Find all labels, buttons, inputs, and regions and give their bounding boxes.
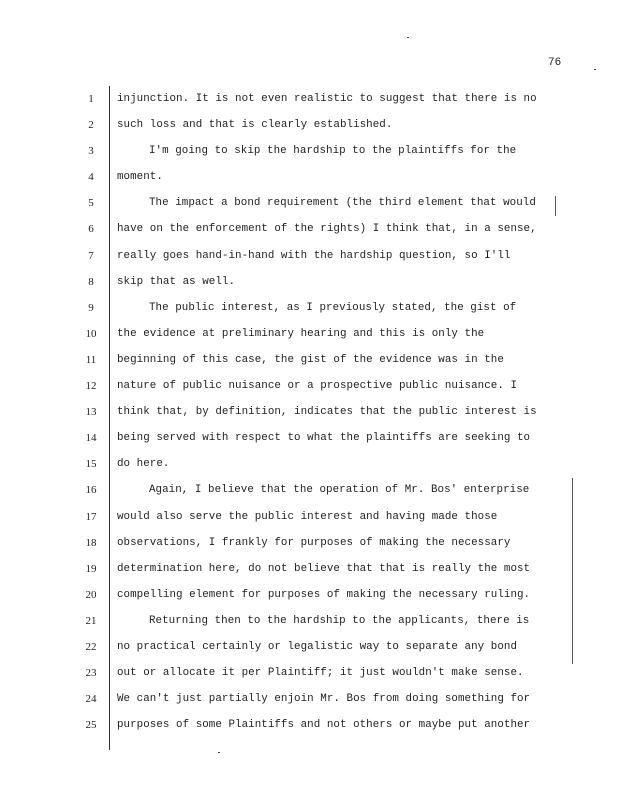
line-text: skip that as well. (117, 275, 236, 288)
transcript-line (0, 399, 623, 425)
line-number: 23 (85, 667, 97, 680)
transcript-line (0, 164, 623, 190)
line-number: 15 (85, 458, 97, 471)
line-number: 2 (88, 119, 94, 132)
page-number: 76 (548, 57, 562, 69)
line-number: 22 (85, 640, 97, 653)
transcript-line (0, 686, 623, 712)
line-text: We can't just partially enjoin Mr. Bos from doing something for (117, 693, 531, 706)
transcript-line (0, 582, 623, 608)
line-text: do here. (117, 458, 170, 471)
transcript-line (0, 373, 623, 399)
line-text: Returning then to the hardship to the applicants, there is (149, 614, 530, 627)
transcript-line (0, 243, 623, 269)
transcript-line (0, 504, 623, 530)
transcript-line (0, 451, 623, 477)
line-text: Again, I believe that the operation of Mr. Bos' enterprise (149, 484, 530, 497)
line-text: being served with respect to what the plaintiffs are seeking to (117, 432, 531, 445)
transcript-line (0, 138, 623, 164)
transcript-line (0, 216, 623, 242)
line-text: I'm going to skip the hardship to the plaintiffs for the (149, 145, 517, 158)
line-number: 6 (88, 223, 94, 236)
line-text: beginning of this case, the gist of the evidence was in the (117, 353, 504, 366)
line-text: purposes of some Plaintiffs and not others or maybe put another (117, 719, 531, 732)
line-number: 1 (88, 93, 94, 105)
line-number: 3 (88, 145, 94, 158)
line-text: such loss and that is clearly established. (117, 119, 393, 132)
transcript-line (0, 86, 623, 112)
line-text: determination here, do not believe that that is really the most (117, 562, 531, 575)
line-number: 4 (88, 171, 94, 184)
line-text: the evidence at preliminary hearing and this is only the (117, 327, 485, 340)
line-text: no practical certainly or legalistic way to separate any bond (117, 640, 517, 653)
line-number: 8 (88, 275, 94, 288)
line-text: observations, I frankly for purposes of making the necessary (117, 536, 511, 549)
line-text: out or allocate it per Plaintiff; it just wouldn't make sense. (117, 667, 524, 680)
line-number: 9 (88, 301, 94, 314)
transcript-line (0, 712, 623, 738)
transcript-line (0, 530, 623, 556)
transcript-line (0, 112, 623, 138)
transcript-line (0, 190, 623, 216)
line-number: 25 (85, 719, 97, 732)
line-number: 7 (88, 249, 94, 262)
line-text: The impact a bond requirement (the third element that would (149, 197, 536, 210)
line-text: injunction. It is not even realistic to suggest that there is no (117, 93, 537, 105)
line-number: 5 (88, 197, 94, 210)
transcript-line (0, 295, 623, 321)
line-text: really goes hand-in-hand with the hardship question, so I'll (117, 249, 511, 262)
transcript-line (0, 347, 623, 373)
line-text: would also serve the public interest and having made those (117, 510, 498, 523)
transcript-line (0, 269, 623, 295)
line-number: 21 (85, 614, 97, 627)
transcript-line (0, 634, 623, 660)
transcript-lines (0, 86, 623, 738)
line-number: 11 (85, 353, 97, 366)
transcript-line (0, 321, 623, 347)
line-text: nature of public nuisance or a prospective public nuisance. I (117, 380, 517, 393)
transcript-line (0, 477, 623, 503)
line-number: 14 (85, 432, 97, 445)
line-text: compelling element for purposes of making the necessary ruling. (117, 588, 531, 601)
line-number: 19 (85, 562, 97, 575)
line-text: moment. (117, 171, 163, 184)
scan-speck (594, 69, 596, 70)
line-text: The public interest, as I previously stated, the gist of (149, 301, 517, 314)
line-number: 24 (85, 693, 97, 706)
line-number: 10 (85, 327, 97, 340)
line-text: have on the enforcement of the rights) I think that, in a sense, (117, 223, 537, 236)
line-number: 17 (85, 510, 97, 523)
scan-speck (218, 752, 220, 753)
line-number: 18 (85, 536, 97, 549)
line-text: think that, by definition, indicates that the public interest is (117, 406, 537, 419)
transcript-line (0, 425, 623, 451)
line-number: 12 (85, 380, 97, 393)
line-number: 13 (85, 406, 97, 419)
transcript-line (0, 660, 623, 686)
line-number: 16 (85, 484, 97, 497)
scan-speck (407, 37, 409, 38)
transcript-line (0, 556, 623, 582)
line-number: 20 (85, 588, 97, 601)
transcript-line (0, 608, 623, 634)
